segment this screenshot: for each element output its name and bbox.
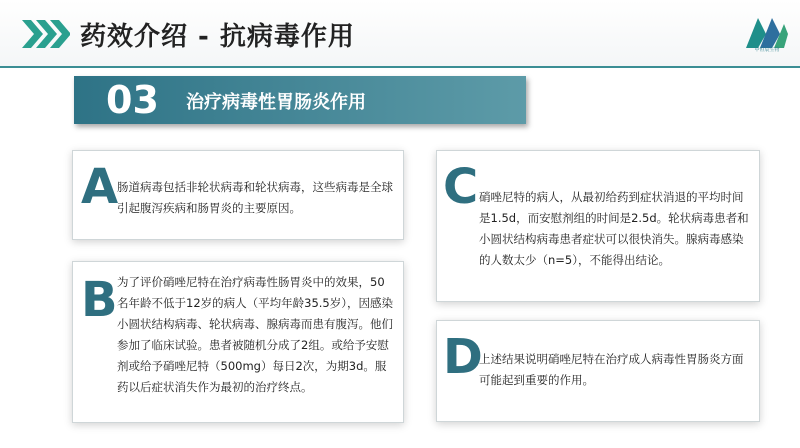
page-title: 药效介绍 - 抗病毒作用 bbox=[80, 22, 355, 52]
logo-text: 中恒辰生物 bbox=[754, 47, 780, 53]
section-number: 03 bbox=[106, 78, 159, 122]
card-letter-b: B bbox=[81, 272, 118, 328]
title-divider bbox=[0, 66, 800, 68]
card-a bbox=[72, 150, 404, 240]
card-text-c: 硝唑尼特的病人，从最初给药到症状消退的平均时间是1.5d，而安慰剂组的时间是2.5d。轮状病毒患者和小圆状结构病毒患者症状可以很快消失。腺病毒感染的人数太少（n=5），不能得出结论。 bbox=[479, 190, 749, 267]
double-chevron-right-icon bbox=[22, 20, 70, 48]
card-letter-a: A bbox=[81, 159, 119, 215]
card-text-b: 为了评价硝唑尼特在治疗病毒性肠胃炎中的效果，50名年龄不低于12岁的病人（平均年龄35.5岁），因感染小圆状结构病毒、轮状病毒、腺病毒而患有腹泻。他们参加了临床试验。患者被随机分成了2组。或给予安慰剂或给予硝唑尼特（500mg）每日2次，为期3d。服药以后症状消失作为最初的治疗终点。 bbox=[117, 275, 393, 394]
card-letter-c: C bbox=[443, 159, 479, 215]
card-letter-d: D bbox=[443, 329, 483, 385]
title-bar bbox=[0, 0, 800, 66]
card-d bbox=[436, 320, 760, 422]
section-banner bbox=[74, 76, 526, 124]
card-text-a: 肠道病毒包括非轮状病毒和轮状病毒，这些病毒是全球引起腹泻疾病和肠胃炎的主要原因。 bbox=[117, 180, 393, 215]
card-b bbox=[72, 261, 404, 423]
section-title: 治疗病毒性胃肠炎作用 bbox=[186, 92, 366, 113]
card-text-d: 上述结果说明硝唑尼特在治疗成人病毒性胃肠炎方面可能起到重要的作用。 bbox=[479, 352, 744, 387]
card-c bbox=[436, 150, 760, 302]
